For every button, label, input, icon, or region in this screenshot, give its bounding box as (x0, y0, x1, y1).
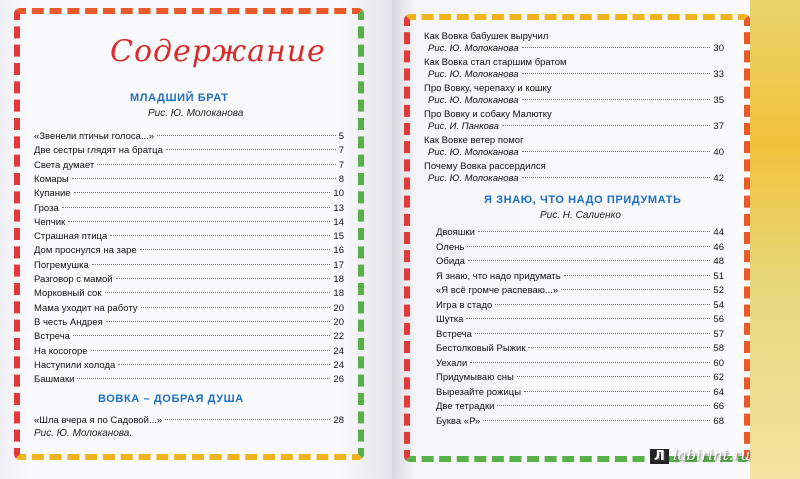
dot-leader (564, 275, 711, 276)
toc-entry (436, 284, 724, 297)
toc-entry-title: Две сестры глядят на братца (34, 145, 163, 157)
toc-entry-illustrator (428, 146, 724, 159)
dot-leader (140, 249, 331, 250)
dot-leader (116, 278, 331, 279)
dot-leader (468, 260, 710, 261)
illustrator-credit: Рис. Ю. Молоканова (428, 173, 519, 184)
illustrator-credit: Рис. Ю. Молоканова (428, 95, 519, 106)
toc-entry-title: «Я всё громче распеваю...» (436, 285, 559, 296)
toc-entry-page: 7 (338, 159, 344, 171)
toc-entry (34, 330, 344, 343)
illustrator-credit: Рис. Ю. Молоканова (428, 69, 519, 80)
dot-leader (522, 47, 711, 48)
toc-entry-title: Купание (34, 188, 71, 200)
toc-entry (34, 144, 344, 157)
dot-leader (561, 289, 710, 290)
toc-entry-title: Уехали (436, 357, 468, 369)
toc-entry-page: 68 (713, 415, 724, 427)
toc-entry-page: 54 (713, 299, 724, 311)
dot-leader (141, 307, 331, 308)
toc-entry-page: 30 (713, 43, 724, 54)
section-heading-3: Я ЗНАЮ, ЧТО НАДО ПРИДУМАТЬ (484, 194, 682, 206)
toc-entry-title: Буква «Р» (436, 415, 481, 427)
toc-entry-title: Встреча (436, 328, 472, 340)
illustrator-credit: Рис. И. Панкова (428, 121, 499, 132)
toc-entry-illustrator (428, 42, 724, 55)
toc-entry-title: Погремушка (34, 259, 89, 271)
toc-entry-title: На косогоре (34, 345, 88, 357)
section-illustrator-1: Рис. Ю. Молоканова (148, 108, 244, 119)
toc-entry-page: 56 (713, 314, 724, 325)
toc-entry-title: Игра в стадо (436, 299, 493, 311)
toc-entry (436, 255, 724, 268)
toc-entry-page: 16 (333, 245, 344, 257)
toc-entry-page: 33 (713, 69, 724, 80)
dot-leader (466, 318, 710, 319)
toc-entry-illustrator (428, 94, 724, 107)
toc-entry-page: 48 (713, 256, 724, 267)
toc-entry-title: Двояшки (436, 227, 475, 238)
dot-leader (467, 246, 710, 247)
toc-entry-title: Чепчик (34, 216, 66, 228)
section-heading-1: МЛАДШИЙ БРАТ (130, 92, 229, 104)
toc-entry (436, 400, 724, 413)
illustrator-credit: Рис. Ю. Молоканова (428, 43, 519, 54)
toc-entry-page: 58 (713, 343, 724, 354)
toc-entry-title: Шутка (436, 314, 464, 325)
toc-entry-page: 8 (338, 173, 344, 185)
toc-entry-page: 66 (713, 401, 724, 412)
toc-entry (34, 287, 344, 300)
toc-entry-illustrator (428, 172, 724, 185)
toc-entry (34, 202, 344, 215)
toc-entry-page: 22 (333, 331, 344, 343)
toc-entry-title: «Звенели птичьи голоса...» (34, 131, 155, 142)
dot-leader (522, 73, 711, 74)
toc-entry-page: 24 (333, 345, 344, 357)
toc-entry-title: Встреча (34, 331, 70, 343)
dot-leader (91, 350, 331, 351)
section-illustrator-3: Рис. Н. Салиенко (540, 210, 621, 221)
toc-entry-title: Про Вовку, черепаху и кошку (424, 83, 552, 94)
toc-entry (34, 216, 344, 229)
dot-leader (478, 231, 711, 232)
toc-entry-title: Дом проснулся на заре (34, 245, 137, 257)
toc-entry-title: Как Вовке ветер помог (424, 135, 524, 146)
toc-entry-title: В честь Андрея (34, 316, 103, 328)
toc-entry-illustrator (428, 68, 724, 81)
toc-entry (34, 359, 344, 372)
dot-leader (157, 135, 336, 136)
dot-leader (502, 125, 711, 126)
dot-leader (483, 420, 710, 421)
toc-entry-page: 35 (713, 95, 724, 106)
toc-entry-page: 62 (713, 372, 724, 383)
toc-entry-page: 14 (333, 216, 344, 228)
dot-leader (470, 362, 710, 363)
toc-entry-page: 42 (713, 173, 724, 184)
toc-entry (436, 415, 724, 428)
toc-entry-title: Олень (436, 241, 465, 253)
toc-entry-page: 44 (713, 227, 724, 238)
page-title: Содержание (110, 34, 326, 69)
toc-entry-page: 51 (713, 270, 724, 282)
toc-entry (34, 316, 344, 329)
toc-entry-page: 52 (713, 285, 724, 296)
toc-entry (436, 313, 724, 326)
toc-entry-page: 60 (713, 357, 724, 369)
dot-leader (528, 347, 710, 348)
dot-leader (165, 419, 330, 420)
dot-leader (166, 149, 336, 150)
toc-entry-title: «Шла вчера я по Садовой...» (34, 415, 163, 426)
toc-entry-title: Морковный сок (34, 288, 102, 300)
toc-entry (436, 386, 724, 399)
toc-entry-title: Башмаки (34, 374, 75, 386)
toc-entry-title: Придумываю сны (436, 372, 514, 383)
toc-entry (34, 273, 344, 286)
toc-entry-title: Как Вовка стал старшим братом (424, 57, 567, 68)
toc-entry-title: Как Вовка бабушек выручил (424, 31, 549, 42)
toc-entry-title: Комары (34, 173, 69, 185)
toc-entry-page: 5 (338, 131, 344, 142)
toc-entry-page: 40 (713, 147, 724, 158)
toc-entry (436, 241, 724, 254)
toc-entry-title: Почему Вовка рассердился (424, 161, 546, 172)
cover-edge (750, 0, 800, 479)
illustrator-credit: Рис. Ю. Молоканова (428, 147, 519, 158)
toc-entry-page: 18 (333, 288, 344, 300)
toc-entry (436, 357, 724, 370)
toc-entry (34, 230, 344, 243)
dot-leader (92, 264, 331, 265)
toc-entry-page: 64 (713, 386, 724, 398)
toc-entry (34, 159, 344, 172)
toc-entry-title: Разговор с мамой (34, 274, 113, 285)
dot-leader (522, 177, 711, 178)
toc-entry (34, 414, 344, 427)
toc-entry-page: 18 (333, 274, 344, 285)
toc-entry-page: 28 (333, 415, 344, 426)
toc-entry-title: Наступили холода (34, 359, 116, 371)
toc-entry-page: 24 (333, 359, 344, 371)
toc-entry-title: Света думает (34, 159, 95, 171)
toc-entry-title: Страшная птица (34, 231, 108, 243)
dot-leader (72, 178, 336, 179)
dot-leader (73, 335, 331, 336)
toc-entry-page: 57 (713, 328, 724, 340)
toc-entry (34, 187, 344, 200)
toc-entry-page: 15 (333, 231, 344, 243)
watermark-text: labirint.ru (672, 446, 751, 464)
toc-entry (34, 302, 344, 315)
section-heading-2: ВОВКА – ДОБРАЯ ДУША (98, 393, 244, 405)
toc-entry-page: 26 (333, 374, 344, 386)
toc-entry-page: 13 (333, 202, 344, 214)
dot-leader (522, 151, 711, 152)
dot-leader (105, 292, 331, 293)
toc-entry (34, 173, 344, 186)
dot-leader (97, 164, 335, 165)
toc-entry-title: Про Вовку и собаку Малютку (424, 109, 552, 120)
toc-entry (436, 270, 724, 283)
dot-leader (118, 364, 330, 365)
dot-leader (475, 333, 711, 334)
toc-entry-illustrator (428, 120, 724, 133)
toc-entry-page: 20 (333, 316, 344, 328)
toc-entry (436, 226, 724, 239)
toc-entry-page: 37 (713, 121, 724, 132)
toc-entry-page: 10 (333, 188, 344, 200)
toc-entry (34, 259, 344, 272)
toc-entry-title: Гроза (34, 202, 59, 214)
toc-entry (34, 345, 344, 358)
toc-entry-title: Бестолковый Рыжик (436, 343, 526, 354)
dot-leader (74, 192, 331, 193)
toc-entry-page: 17 (333, 259, 344, 271)
toc-entry (34, 373, 344, 386)
toc-entry (436, 342, 724, 355)
toc-entry-title: Вырезайте рожицы (436, 386, 522, 398)
toc-entry (436, 299, 724, 312)
toc-entry (34, 244, 344, 257)
toc-entry (436, 371, 724, 384)
toc-entry-title: Я знаю, что надо придумать (436, 270, 561, 282)
toc-entry-title: Две тетрадки (436, 401, 495, 412)
section-illustrator-2: Рис. Ю. Молоканова. (34, 428, 133, 439)
dot-leader (517, 376, 711, 377)
dot-leader (524, 391, 710, 392)
toc-entry-page: 46 (713, 241, 724, 253)
dot-leader (497, 405, 710, 406)
toc-entry-page: 7 (338, 145, 344, 157)
dot-leader (68, 221, 330, 222)
dot-leader (522, 99, 711, 100)
dot-leader (77, 378, 330, 379)
dot-leader (495, 304, 710, 305)
dot-leader (106, 321, 331, 322)
toc-entry (436, 328, 724, 341)
toc-entry-title: Мама уходит на работу (34, 302, 138, 314)
watermark (650, 446, 750, 464)
toc-entry (34, 130, 344, 143)
toc-entry-page: 20 (333, 302, 344, 314)
toc-entry-title: Обида (436, 256, 465, 267)
dot-leader (110, 235, 330, 236)
dot-leader (62, 207, 331, 208)
labirint-logo-icon: Л (650, 449, 669, 464)
